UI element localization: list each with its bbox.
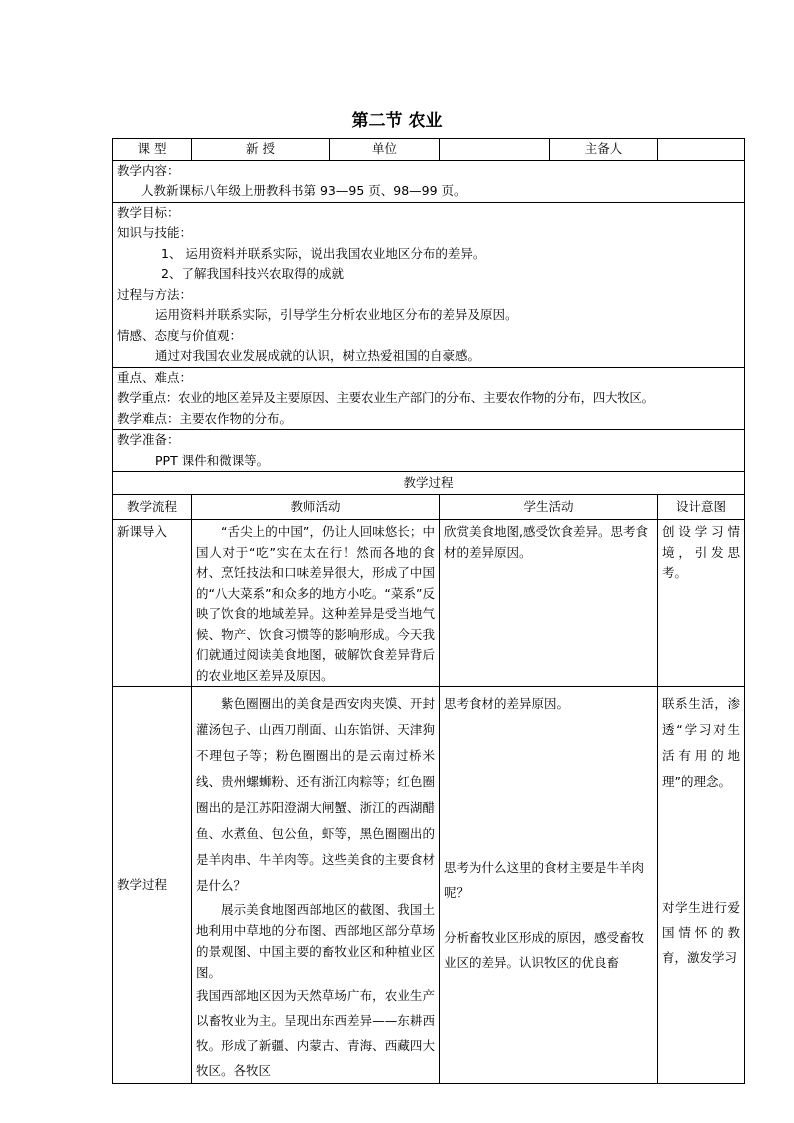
process-title: 教学过程 (113, 472, 745, 495)
process-label: 过程与方法： (117, 286, 193, 302)
col-student: 学生活动 (440, 495, 658, 520)
main-stage: 教学过程 (113, 687, 192, 1084)
main-student-3: 分析畜牧业区形成的原因，感受畜牧业区的差异。认识牧区的优良畜 (444, 930, 645, 970)
key-point-text: 教学重点：农业的地区差异及主要原因、主要农业生产部门的分布、主要农作物的分布，四大牧区。 (117, 390, 654, 405)
process-title-row (113, 472, 745, 495)
intro-stage: 新课导入 (113, 520, 192, 687)
preparer-label: 主备人 (550, 139, 658, 161)
main-intent-1: 联系生活，渗透“学习对生活有用的地理”的理念。 (662, 696, 740, 789)
knowledge-item-1: 1、 运用资料并联系实际，说出我国农业地区分布的差异。 (161, 245, 486, 261)
process-row-main (113, 687, 745, 1084)
col-teacher: 教师活动 (192, 495, 440, 520)
intro-intent: 创设学习情境，引发思考。 (658, 520, 745, 687)
knowledge-item-2: 2、了解我国科技兴农取得的成就 (161, 266, 344, 281)
unit-value (440, 139, 550, 161)
lesson-plan-table (112, 138, 745, 1084)
intro-teacher: “舌尖上的中国”，仍让人回味悠长；中国人对于“吃”实在太在行！然而各地的食材、烹饪技法和口味差异很大，形成了中国的“八大菜系”和众多的地方小吃。“菜系”反映了饮食的地域差异。这种差异是受当地气候、物产、饮食习惯等的影响形成。今天我们就通过阅读美食地图，破解饮食差异背后的农业地区差异及原因。 (192, 520, 440, 687)
difficult-point-text: 教学难点：主要农作物的分布。 (117, 410, 293, 426)
main-teacher-p1: 紫色圈圈出的美食是西安肉夹馍、开封灌汤包子、山西刀削面、山东馅饼、天津狗不理包子等；粉色圈圈出的是云南过桥米线、贵州螺蛳粉、还有浙江肉粽等；红色圈圈出的是江苏阳澄湖大闸蟹、浙江的西湖醋鱼、水煮鱼、包公鱼，虾等，黑色圈圈出的是羊肉串、牛羊肉等。这些美食的主要食材是什么？ (196, 696, 435, 893)
key-points-row (113, 367, 745, 430)
main-intent-2: 对学生进行爱国情怀的教育，激发学习 (662, 900, 740, 965)
col-intent: 设计意图 (658, 495, 745, 520)
objectives-row (113, 202, 745, 367)
header-row (113, 139, 745, 161)
emotion-text: 通过对我国农业发展成就的认识，树立热爱祖国的自豪感。 (155, 348, 481, 363)
col-stage: 教学流程 (113, 495, 192, 520)
key-points-label: 重点、难点： (117, 369, 193, 385)
process-text: 运用资料并联系实际，引导学生分析农业地区分布的差异及原因。 (155, 307, 518, 322)
content-label: 教学内容： (117, 162, 180, 178)
preparer-value (658, 139, 745, 161)
emotion-label: 情感、态度与价值观： (117, 327, 243, 343)
unit-label: 单位 (330, 139, 440, 161)
main-student-2: 思考为什么这里的食材主要是牛羊肉呢？ (444, 860, 645, 900)
prep-label: 教学准备： (117, 432, 180, 447)
knowledge-label: 知识与技能： (117, 225, 193, 240)
prep-text: PPT 课件和微课等。 (155, 452, 270, 468)
main-student-1: 思考食材的差异原因。 (444, 696, 570, 711)
content-row (113, 160, 745, 202)
page-title: 第二节 农业 (351, 111, 443, 131)
main-teacher-p2: 展示美食地图西部地区的截图、我国土地利用中草地的分布图、西部地区部分草场的景观图、中国主要的畜牧业区和种植业区图。 (196, 902, 435, 980)
intro-student: 欣赏美食地图,感受饮食差异。思考食材的差异原因。 (440, 520, 658, 687)
process-row-intro (113, 520, 745, 687)
lesson-type-label: 课 型 (113, 139, 192, 161)
prep-row (113, 430, 745, 472)
process-header-row (113, 495, 745, 520)
objectives-label: 教学目标： (117, 204, 180, 220)
content-text: 人教新课标八年级上册教科书第 93—95 页、98—99 页。 (141, 183, 467, 198)
lesson-type-value: 新 授 (192, 139, 330, 161)
main-teacher-p3: 我国西部地区因为天然草场广布，农业生产以畜牧业为主。呈现出东西差异——东耕西牧。形成了新疆、内蒙古、青海、西藏四大牧区。各牧区 (196, 988, 435, 1078)
